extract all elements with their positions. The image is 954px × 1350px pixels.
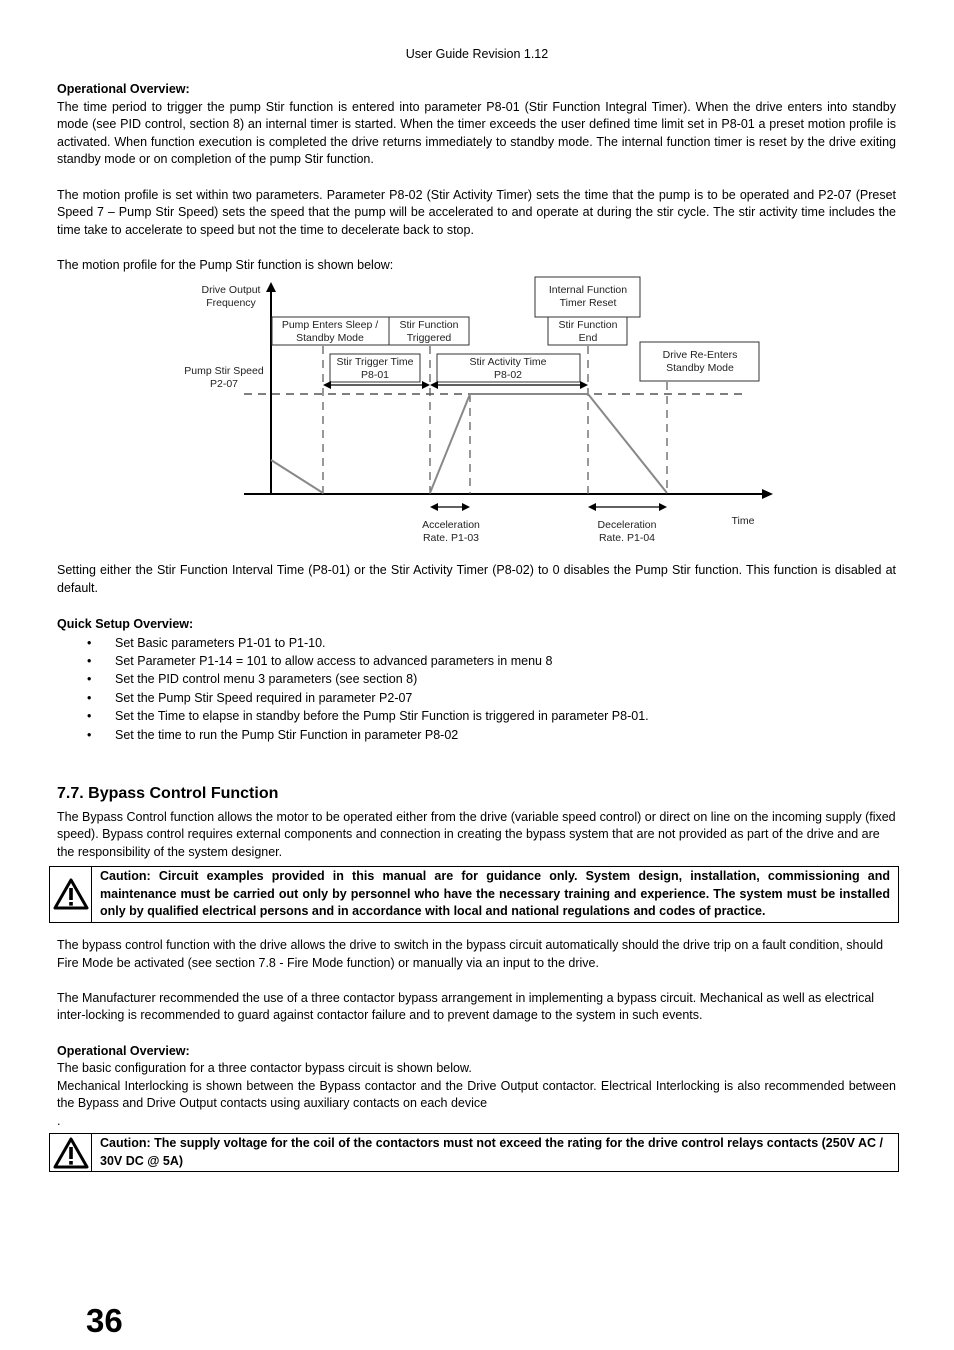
speed-label: P2-07 [209, 378, 239, 390]
bullet-icon: • [87, 709, 92, 724]
paragraph: The Bypass Control function allows the motor to be operated either from the drive (variable speed control) or direct on line on the incoming supply (fixed speed). Bypass control requires external components and connection in creating the bypass system that are not provided as part of the drive and are the responsibility of the system designer. [57, 809, 896, 859]
section-heading: Quick Setup Overview: [57, 617, 194, 631]
paragraph: The motion profile is set within two parameters. Parameter P8-02 (Stir Activity Timer) sets the time that the pump is to be operated and P2-07 (Preset Speed 7 – Pump Stir Speed) sets the speed that the pump will be accelerated to and operate at during the stir cycle. The stir activity time includes the time take to accelerate to speed but not the time to decelerate back to stop. [57, 187, 896, 237]
bypass-body-section [57, 937, 896, 1131]
trigger-time-label: P8-01 [360, 369, 390, 381]
sleep-box-label: Pump Enters Sleep / [281, 319, 379, 331]
timer-reset-label: Internal Function [548, 284, 628, 296]
caution-box [49, 1133, 899, 1172]
accel-label: Rate. P1-03 [422, 532, 480, 544]
warning-icon [50, 867, 92, 922]
bullet-icon: • [87, 654, 92, 668]
decel-label: Rate. P1-04 [598, 532, 656, 544]
stir-end-label: End [578, 332, 598, 344]
bullet-icon: • [87, 635, 92, 650]
paragraph: The time period to trigger the pump Stir function is entered into parameter P8-01 (Stir Function Integral Timer). When the drive enters into standby mode (see PID control, section 8) an internal timer is started. When the timer exceeds the user defined time limit set in P8-01 a preset motion profile is activated. When function execution is completed the drive returns immediately to standby mode. The internal function timer is reset by the drive exiting standby mode or on completion of the pump Stir function. [57, 99, 896, 167]
paragraph: The Manufacturer recommended the use of a three contactor bypass arrangement in implementing a bypass circuit. Mechanical as well as electrical inter-locking is recommended to guard against contactor failure and to prevent damage to the system in such events. [57, 990, 875, 1023]
stir-end-label: Stir Function [558, 319, 618, 331]
speed-label: Pump Stir Speed [184, 365, 264, 377]
y-axis-arrow [266, 282, 276, 292]
trigger-time-label: Stir Trigger Time [336, 356, 414, 368]
page-number: 36 [86, 1302, 123, 1339]
x-axis-label: Time [731, 515, 755, 527]
section-title: 7.7. Bypass Control Function [57, 785, 279, 802]
list-item: • Set the PID control menu 3 parameters (see section 8) [57, 670, 896, 688]
speed-profile [271, 460, 323, 493]
list-item: • Set Parameter P1-14 = 101 to allow access to advanced parameters in menu 8 [57, 652, 896, 670]
quick-setup-list [57, 634, 896, 744]
timer-reset-label: Timer Reset [559, 297, 617, 309]
speed-profile [430, 394, 667, 493]
section-heading: Operational Overview: [57, 1043, 190, 1058]
reenter-label: Standby Mode [666, 362, 734, 374]
paragraph: Setting either the Stir Function Interval Time (P8-01) or the Stir Activity Timer (P8-02) to 0 disables the Pump Stir function. This function is disabled at default. [57, 563, 896, 595]
bullet-icon: • [87, 727, 92, 742]
caution-text: Caution: Circuit examples provided in this manual are for guidance only. System design, installation, commissioning and maintenance must be carried out only by personnel who have the necessary training and experience. The system must be installed only by qualified electrical persons and in accordance with local and national regulations and codes of practice. [100, 869, 890, 918]
decel-label: Deceleration [597, 519, 657, 531]
paragraph: The motion profile for the Pump Stir function is shown below: [57, 257, 394, 272]
activity-time-label: P8-02 [493, 369, 523, 381]
bullet-icon: • [87, 690, 92, 705]
bullet-icon: • [87, 672, 92, 687]
list-item: • Set the time to run the Pump Stir Function in parameter P8-02 [57, 726, 896, 744]
section-heading: Operational Overview: [57, 82, 190, 96]
warning-icon [50, 1134, 92, 1171]
accel-label: Acceleration [422, 519, 480, 531]
trigger-box-label: Stir Function [399, 319, 459, 331]
list-item: • Set the Time to elapse in standby before the Pump Stir Function is triggered in parameter P8-01. [57, 707, 896, 725]
paragraph: The bypass control function with the drive allows the drive to switch in the bypass circuit automatically should the drive trip on a fault condition, should Fire Mode be activated (see section 7.8 - Fire Mode function) or manually via an input to the drive. [57, 938, 884, 970]
setting-note-section [57, 562, 896, 597]
paragraph: The basic configuration for a three contactor bypass circuit is shown below. [57, 1061, 472, 1076]
reenter-label: Drive Re-Enters [662, 349, 738, 361]
trigger-box-label: Triggered [406, 332, 452, 344]
list-item: • Set Basic parameters P1-01 to P1-10. [57, 634, 896, 652]
bypass-section [57, 785, 896, 861]
paragraph: Mechanical Interlocking is shown between the Bypass contactor and the Drive Output contactor. Electrical Interlocking is also recommended between the Bypass and Drive Output contacts using auxiliary contacts on each device [57, 1078, 896, 1111]
caution-box [49, 866, 899, 923]
caution-text: Caution: The supply voltage for the coil of the contactors must not exceed the rating for the drive control relays contacts (250V AC / 30V DC @ 5A) [100, 1136, 884, 1168]
x-axis-arrow [762, 489, 773, 499]
y-axis-label: Drive Output [201, 284, 261, 296]
paragraph: . [57, 1113, 61, 1128]
page-header: User Guide Revision 1.12 [405, 47, 549, 61]
sleep-box-label: Standby Mode [296, 332, 364, 344]
list-item: • Set the Pump Stir Speed required in parameter P2-07 [57, 689, 896, 707]
y-axis-label: Frequency [206, 297, 256, 309]
activity-time-label: Stir Activity Time [469, 356, 547, 368]
quick-setup-section [57, 616, 896, 744]
